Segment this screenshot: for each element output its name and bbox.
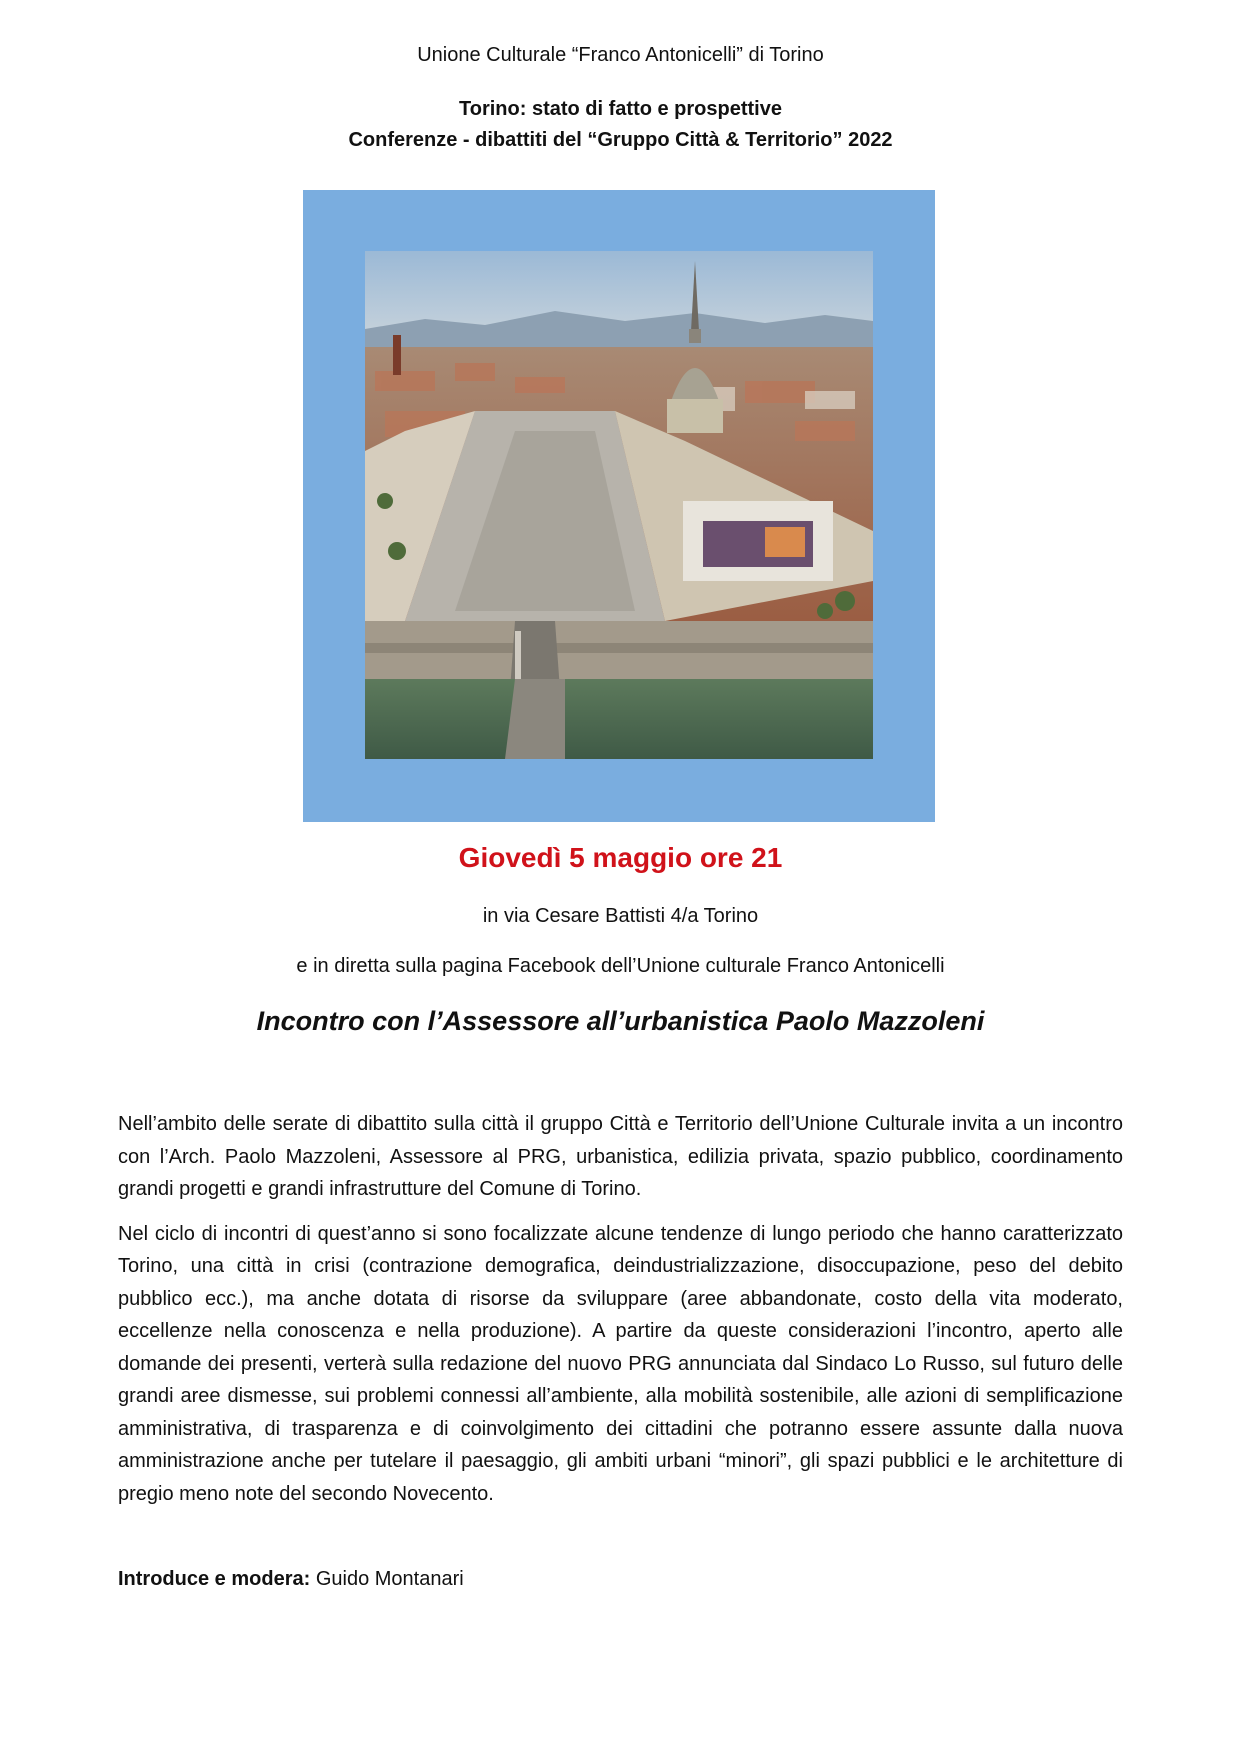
- description-paragraph-1: Nell’ambito delle serate di dibattito sulla città il gruppo Città e Territorio dell’Unione Culturale invita a un incontro con l’Arch. Paolo Mazzoleni, Assessore al PRG, urbanistica, edilizia privata, spazio pubblico, coordinamento grandi progetti e grandi infrastrutture del Comune di Torino.: [118, 1113, 1123, 1200]
- event-livestream-note: e in diretta sulla pagina Facebook dell’Unione culturale Franco Antonicelli: [296, 955, 945, 977]
- moderator-label: Introduce e modera:: [118, 1568, 311, 1590]
- organization-name: Unione Culturale “Franco Antonicelli” di Torino: [417, 44, 824, 66]
- event-description: [118, 1108, 1123, 1522]
- conference-title: [0, 94, 1241, 156]
- moderator-name: Guido Montanari: [315, 1568, 464, 1590]
- title-line-1: Torino: stato di fatto e prospettive: [459, 98, 782, 120]
- photo-frame: [303, 190, 935, 822]
- event-address: in via Cesare Battisti 4/a Torino: [482, 905, 759, 927]
- moderator-line: [118, 1568, 464, 1591]
- event-date: Giovedì 5 maggio ore 21: [458, 842, 783, 873]
- title-line-2: Conferenze - dibattiti del “Gruppo Città & Territorio” 2022: [348, 129, 893, 151]
- event-subject: Incontro con l’Assessore all’urbanistica Paolo Mazzoleni: [256, 1006, 985, 1036]
- turin-aerial-photo: [365, 251, 873, 759]
- description-paragraph-2: Nel ciclo di incontri di quest’anno si sono focalizzate alcune tendenze di lungo periodo che hanno caratterizzato Torino, una città in crisi (contrazione demografica, deindustrializzazione, disoccupazione, peso del debito pubblico ecc.), ma anche dotata di risorse da sviluppare (aree abbandonate, costo della vita moderato, eccellenze nella conoscenza e nella produzione). A partire da queste considerazioni l’incontro, aperto alle domande dei presenti, verterà sulla redazione del nuovo PRG annunciata dal Sindaco Lo Russo, sul futuro delle grandi aree dismesse, sui problemi connessi all’ambiente, alla mobilità sostenibile, alle azioni di semplificazione amministrativa, di trasparenza e di coinvolgimento dei cittadini che potranno essere assunte dalla nuova amministrazione anche per tutelare il paesaggio, gli ambiti urbani “minori”, gli spazi pubblici e le architetture di pregio meno note del secondo Novecento.: [118, 1222, 1123, 1505]
